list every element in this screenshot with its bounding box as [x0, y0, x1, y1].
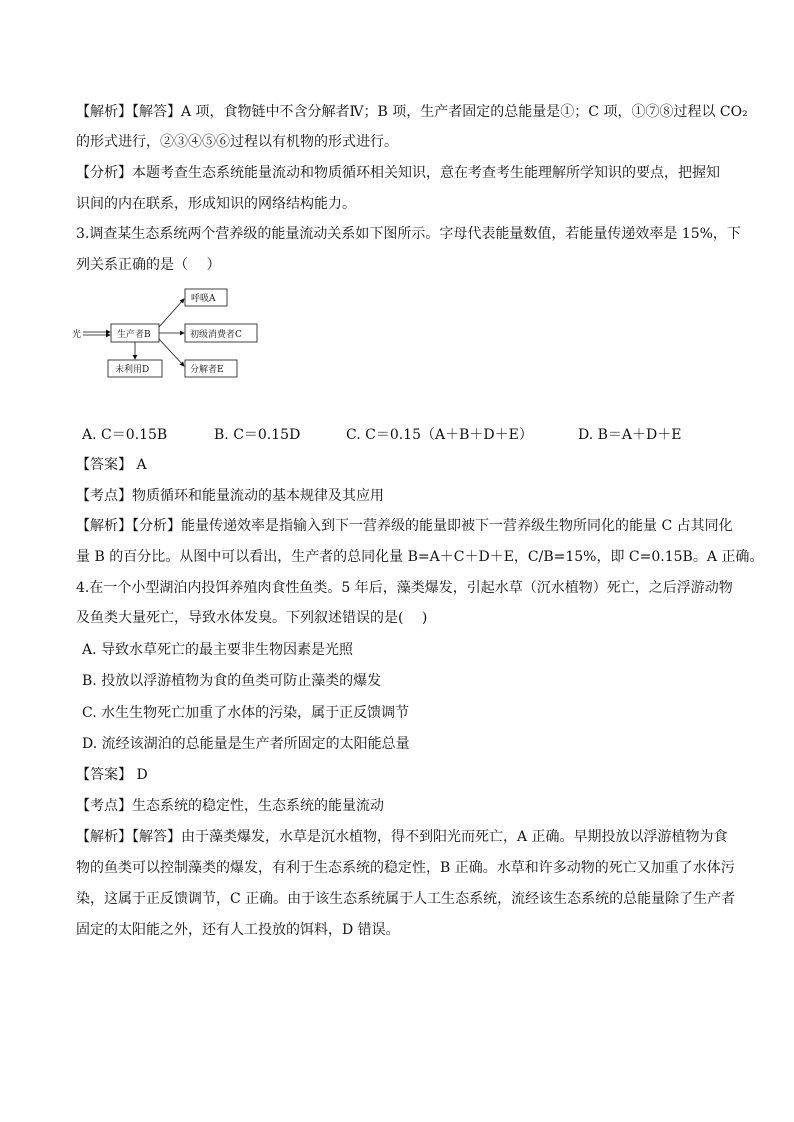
option-a: A. 导致水草死亡的最主要非生物因素是光照 [82, 642, 354, 658]
option-c: C. 水生生物死亡加重了水体的污染，属于正反馈调节 [82, 705, 410, 721]
producer-label: 生产者B [117, 330, 151, 340]
option-b: B. 投放以浮游植物为食的鱼类可防止藻类的爆发 [82, 673, 382, 689]
decomposer-label: 分解者E [190, 365, 224, 375]
energy-flow-diagram [70, 284, 270, 384]
question-4-stem: 4.在一个小型湖泊内投饵养殖肉食性鱼类。5 年后，藻类爆发，引起水草（沉水植物）死亡，之后浮游动物 [76, 580, 733, 596]
text-line: 【分析】本题考查生态系统能量流动和物质循环相关知识，意在考查考生能理解所学知识的要点，把握知 [76, 165, 720, 181]
option-a: A. C＝0.15B [82, 427, 168, 443]
arrow-to-respiration [159, 299, 184, 327]
text-line: 识间的内在联系，形成知识的网络结构能力。 [76, 196, 356, 212]
arrow-to-decomposer [159, 339, 184, 366]
answer-line: 【答案】 A [76, 457, 147, 473]
option-d: D. B＝A＋D＋E [578, 427, 682, 443]
text-line: 的形式进行，②③④⑤⑥过程以有机物的形式进行。 [76, 134, 398, 150]
analysis-line: 染，这属于正反馈调节，C 正确。由于该生态系统属于人工生态系统，流经该生态系统的总能量除了生产者 [76, 891, 736, 907]
topic-line: 【考点】生态系统的稳定性，生态系统的能量流动 [76, 798, 384, 814]
question-3-stem: 3.调查某生态系统两个营养级的能量流动关系如下图所示。字母代表能量数值，若能量传递效率是 15%，下 [76, 226, 741, 242]
question-3-options [82, 424, 722, 444]
option-c: C. C＝0.15（A＋B＋D＋E） [346, 427, 533, 443]
analysis-line: 固定的太阳能之外，还有人工投放的饵料，D 错误。 [76, 922, 400, 938]
respiration-label: 呼吸A [191, 294, 216, 304]
unused-label: 未利用D [115, 365, 150, 375]
option-b: B. C＝0.15D [214, 427, 301, 443]
analysis-line: 【解析】【解答】由于藻类爆发，水草是沉水植物，得不到阳光而死亡，A 正确。早期投放以浮游植物为食 [76, 829, 728, 845]
analysis-line: 量 B 的百分比。从图中可以看出，生产者的总同化量 B=A＋C＋D＋E，C/B=15%，即 C=0.15B。A 正确。 [76, 549, 764, 565]
text-line: 列关系正确的是（ ） [76, 257, 221, 273]
analysis-line: 物的鱼类可以控制藻类的爆发，有利于生态系统的稳定性，B 正确。水草和许多动物的死亡又加重了水体污 [76, 860, 735, 876]
topic-line: 【考点】物质循环和能量流动的基本规律及其应用 [76, 488, 384, 504]
consumer-label: 初级消费者C [190, 330, 242, 340]
option-d: D. 流经该湖泊的总能量是生产者所固定的太阳能总量 [82, 736, 410, 752]
light-label: 光 [72, 330, 82, 340]
answer-line: 【答案】 D [76, 767, 148, 783]
analysis-line: 【解析】【分析】能量传递效率是指输入到下一营养级的能量即被下一营养级生物所同化的能量 C 占其同化 [76, 518, 733, 534]
text-line: 及鱼类大量死亡，导致水体发臭。下列叙述错误的是( ) [76, 610, 428, 626]
text-line: 【解析】【解答】A 项，食物链中不含分解者Ⅳ；B 项，生产者固定的总能量是①；C 项，①⑦⑧过程以 CO₂ [76, 104, 748, 120]
